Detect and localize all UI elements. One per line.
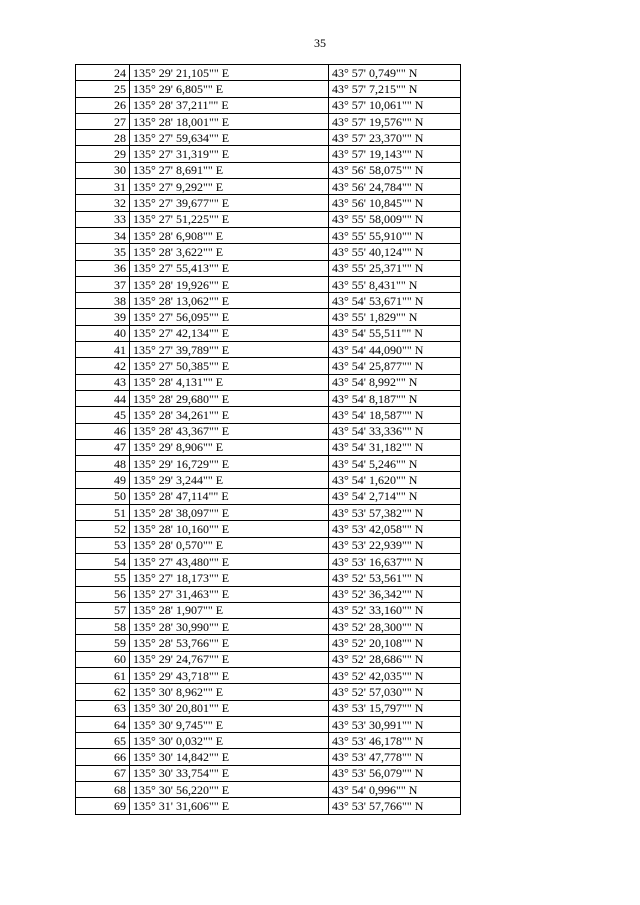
latitude-cell: 43° 54' 8,187"" N [329, 390, 461, 406]
latitude-cell: 43° 53' 42,058"" N [329, 521, 461, 537]
longitude-cell: 135° 30' 0,032"" E [130, 733, 329, 749]
longitude-cell: 135° 28' 13,062"" E [130, 293, 329, 309]
longitude-cell: 135° 27' 31,463"" E [130, 586, 329, 602]
point-number: 28 [76, 130, 130, 146]
table-row [76, 700, 461, 716]
point-number: 67 [76, 765, 130, 781]
point-number: 55 [76, 570, 130, 586]
point-number: 43 [76, 374, 130, 390]
point-number: 68 [76, 782, 130, 798]
table-row [76, 309, 461, 325]
longitude-cell: 135° 28' 10,160"" E [130, 521, 329, 537]
table-row [76, 798, 461, 814]
point-number: 34 [76, 227, 130, 243]
longitude-cell: 135° 27' 8,691"" E [130, 162, 329, 178]
latitude-cell: 43° 54' 18,587"" N [329, 407, 461, 423]
longitude-cell: 135° 27' 31,319"" E [130, 146, 329, 162]
latitude-cell: 43° 55' 58,009"" N [329, 211, 461, 227]
point-number: 45 [76, 407, 130, 423]
point-number: 47 [76, 439, 130, 455]
longitude-cell: 135° 28' 18,001"" E [130, 113, 329, 129]
longitude-cell: 135° 27' 39,677"" E [130, 195, 329, 211]
point-number: 27 [76, 113, 130, 129]
latitude-cell: 43° 54' 31,182"" N [329, 439, 461, 455]
longitude-cell: 135° 27' 9,292"" E [130, 179, 329, 195]
latitude-cell: 43° 57' 19,143"" N [329, 146, 461, 162]
latitude-cell: 43° 54' 0,996"" N [329, 782, 461, 798]
table-row [76, 113, 461, 129]
point-number: 30 [76, 162, 130, 178]
latitude-cell: 43° 53' 15,797"" N [329, 700, 461, 716]
latitude-cell: 43° 52' 33,160"" N [329, 602, 461, 618]
table-row [76, 260, 461, 276]
table-row [76, 782, 461, 798]
point-number: 64 [76, 716, 130, 732]
latitude-cell: 43° 53' 16,637"" N [329, 553, 461, 569]
latitude-cell: 43° 53' 56,079"" N [329, 765, 461, 781]
latitude-cell: 43° 56' 24,784"" N [329, 179, 461, 195]
longitude-cell: 135° 29' 3,244"" E [130, 472, 329, 488]
longitude-cell: 135° 28' 34,261"" E [130, 407, 329, 423]
longitude-cell: 135° 29' 16,729"" E [130, 456, 329, 472]
longitude-cell: 135° 27' 59,634"" E [130, 130, 329, 146]
latitude-cell: 43° 52' 28,686"" N [329, 651, 461, 667]
latitude-cell: 43° 54' 2,714"" N [329, 488, 461, 504]
table-row [76, 65, 461, 81]
latitude-cell: 43° 52' 57,030"" N [329, 684, 461, 700]
table-row [76, 374, 461, 390]
longitude-cell: 135° 30' 8,962"" E [130, 684, 329, 700]
table-row [76, 472, 461, 488]
table-row [76, 293, 461, 309]
table-row [76, 407, 461, 423]
longitude-cell: 135° 29' 6,805"" E [130, 81, 329, 97]
point-number: 66 [76, 749, 130, 765]
point-number: 60 [76, 651, 130, 667]
table-row [76, 423, 461, 439]
table-row [76, 635, 461, 651]
point-number: 33 [76, 211, 130, 227]
point-number: 59 [76, 635, 130, 651]
latitude-cell: 43° 53' 30,991"" N [329, 716, 461, 732]
point-number: 40 [76, 325, 130, 341]
table-row [76, 749, 461, 765]
longitude-cell: 135° 28' 47,114"" E [130, 488, 329, 504]
point-number: 26 [76, 97, 130, 113]
point-number: 54 [76, 553, 130, 569]
latitude-cell: 43° 53' 57,382"" N [329, 505, 461, 521]
longitude-cell: 135° 29' 21,105"" E [130, 65, 329, 81]
point-number: 31 [76, 179, 130, 195]
point-number: 38 [76, 293, 130, 309]
longitude-cell: 135° 29' 8,906"" E [130, 439, 329, 455]
coordinates-table-body [76, 65, 461, 815]
longitude-cell: 135° 27' 56,095"" E [130, 309, 329, 325]
table-row [76, 684, 461, 700]
table-row [76, 325, 461, 341]
table-row [76, 195, 461, 211]
table-row [76, 733, 461, 749]
table-row [76, 162, 461, 178]
longitude-cell: 135° 30' 14,842"" E [130, 749, 329, 765]
longitude-cell: 135° 27' 55,413"" E [130, 260, 329, 276]
table-row [76, 667, 461, 683]
latitude-cell: 43° 53' 46,178"" N [329, 733, 461, 749]
longitude-cell: 135° 28' 37,211"" E [130, 97, 329, 113]
point-number: 57 [76, 602, 130, 618]
table-row [76, 651, 461, 667]
point-number: 50 [76, 488, 130, 504]
latitude-cell: 43° 56' 10,845"" N [329, 195, 461, 211]
longitude-cell: 135° 30' 33,754"" E [130, 765, 329, 781]
point-number: 44 [76, 390, 130, 406]
longitude-cell: 135° 28' 43,367"" E [130, 423, 329, 439]
point-number: 48 [76, 456, 130, 472]
latitude-cell: 43° 55' 55,910"" N [329, 227, 461, 243]
longitude-cell: 135° 27' 18,173"" E [130, 570, 329, 586]
table-row [76, 130, 461, 146]
longitude-cell: 135° 30' 56,220"" E [130, 782, 329, 798]
point-number: 63 [76, 700, 130, 716]
longitude-cell: 135° 30' 9,745"" E [130, 716, 329, 732]
point-number: 39 [76, 309, 130, 325]
point-number: 58 [76, 619, 130, 635]
latitude-cell: 43° 53' 57,766"" N [329, 798, 461, 814]
latitude-cell: 43° 55' 8,431"" N [329, 276, 461, 292]
point-number: 42 [76, 358, 130, 374]
longitude-cell: 135° 28' 0,570"" E [130, 537, 329, 553]
table-row [76, 390, 461, 406]
point-number: 35 [76, 244, 130, 260]
table-row [76, 570, 461, 586]
longitude-cell: 135° 31' 31,606"" E [130, 798, 329, 814]
table-row [76, 81, 461, 97]
latitude-cell: 43° 54' 53,671"" N [329, 293, 461, 309]
longitude-cell: 135° 27' 43,480"" E [130, 553, 329, 569]
table-row [76, 179, 461, 195]
point-number: 51 [76, 505, 130, 521]
latitude-cell: 43° 54' 33,336"" N [329, 423, 461, 439]
point-number: 53 [76, 537, 130, 553]
point-number: 61 [76, 667, 130, 683]
latitude-cell: 43° 53' 22,939"" N [329, 537, 461, 553]
point-number: 25 [76, 81, 130, 97]
latitude-cell: 43° 54' 55,511"" N [329, 325, 461, 341]
table-row [76, 586, 461, 602]
latitude-cell: 43° 54' 44,090"" N [329, 342, 461, 358]
longitude-cell: 135° 27' 51,225"" E [130, 211, 329, 227]
latitude-cell: 43° 54' 8,992"" N [329, 374, 461, 390]
table-row [76, 456, 461, 472]
point-number: 52 [76, 521, 130, 537]
longitude-cell: 135° 28' 38,097"" E [130, 505, 329, 521]
table-row [76, 276, 461, 292]
table-row [76, 488, 461, 504]
table-row [76, 211, 461, 227]
point-number: 56 [76, 586, 130, 602]
longitude-cell: 135° 27' 39,789"" E [130, 342, 329, 358]
page-number: 35 [314, 36, 326, 50]
longitude-cell: 135° 28' 30,990"" E [130, 619, 329, 635]
longitude-cell: 135° 28' 4,131"" E [130, 374, 329, 390]
table-row [76, 765, 461, 781]
point-number: 41 [76, 342, 130, 358]
latitude-cell: 43° 54' 1,620"" N [329, 472, 461, 488]
point-number: 46 [76, 423, 130, 439]
table-row [76, 97, 461, 113]
table-row [76, 505, 461, 521]
longitude-cell: 135° 28' 1,907"" E [130, 602, 329, 618]
table-row [76, 146, 461, 162]
longitude-cell: 135° 29' 43,718"" E [130, 667, 329, 683]
longitude-cell: 135° 27' 50,385"" E [130, 358, 329, 374]
table-row [76, 439, 461, 455]
table-row [76, 342, 461, 358]
latitude-cell: 43° 54' 25,877"" N [329, 358, 461, 374]
point-number: 29 [76, 146, 130, 162]
latitude-cell: 43° 52' 36,342"" N [329, 586, 461, 602]
latitude-cell: 43° 52' 28,300"" N [329, 619, 461, 635]
latitude-cell: 43° 57' 10,061"" N [329, 97, 461, 113]
latitude-cell: 43° 52' 53,561"" N [329, 570, 461, 586]
longitude-cell: 135° 28' 19,926"" E [130, 276, 329, 292]
point-number: 62 [76, 684, 130, 700]
latitude-cell: 43° 57' 7,215"" N [329, 81, 461, 97]
latitude-cell: 43° 56' 58,075"" N [329, 162, 461, 178]
longitude-cell: 135° 30' 20,801"" E [130, 700, 329, 716]
longitude-cell: 135° 29' 24,767"" E [130, 651, 329, 667]
latitude-cell: 43° 52' 20,108"" N [329, 635, 461, 651]
table-row [76, 553, 461, 569]
latitude-cell: 43° 57' 23,370"" N [329, 130, 461, 146]
table-row [76, 358, 461, 374]
point-number: 36 [76, 260, 130, 276]
table-row [76, 619, 461, 635]
point-number: 49 [76, 472, 130, 488]
table-row [76, 602, 461, 618]
latitude-cell: 43° 52' 42,035"" N [329, 667, 461, 683]
point-number: 37 [76, 276, 130, 292]
longitude-cell: 135° 28' 6,908"" E [130, 227, 329, 243]
longitude-cell: 135° 28' 53,766"" E [130, 635, 329, 651]
latitude-cell: 43° 53' 47,778"" N [329, 749, 461, 765]
point-number: 24 [76, 65, 130, 81]
coordinates-table [75, 64, 461, 815]
longitude-cell: 135° 27' 42,134"" E [130, 325, 329, 341]
latitude-cell: 43° 55' 40,124"" N [329, 244, 461, 260]
longitude-cell: 135° 28' 3,622"" E [130, 244, 329, 260]
table-row [76, 537, 461, 553]
point-number: 69 [76, 798, 130, 814]
longitude-cell: 135° 28' 29,680"" E [130, 390, 329, 406]
point-number: 65 [76, 733, 130, 749]
latitude-cell: 43° 54' 5,246"" N [329, 456, 461, 472]
table-row [76, 716, 461, 732]
latitude-cell: 43° 55' 25,371"" N [329, 260, 461, 276]
latitude-cell: 43° 57' 19,576"" N [329, 113, 461, 129]
latitude-cell: 43° 57' 0,749"" N [329, 65, 461, 81]
latitude-cell: 43° 55' 1,829"" N [329, 309, 461, 325]
table-row [76, 227, 461, 243]
table-row [76, 521, 461, 537]
table-row [76, 244, 461, 260]
point-number: 32 [76, 195, 130, 211]
